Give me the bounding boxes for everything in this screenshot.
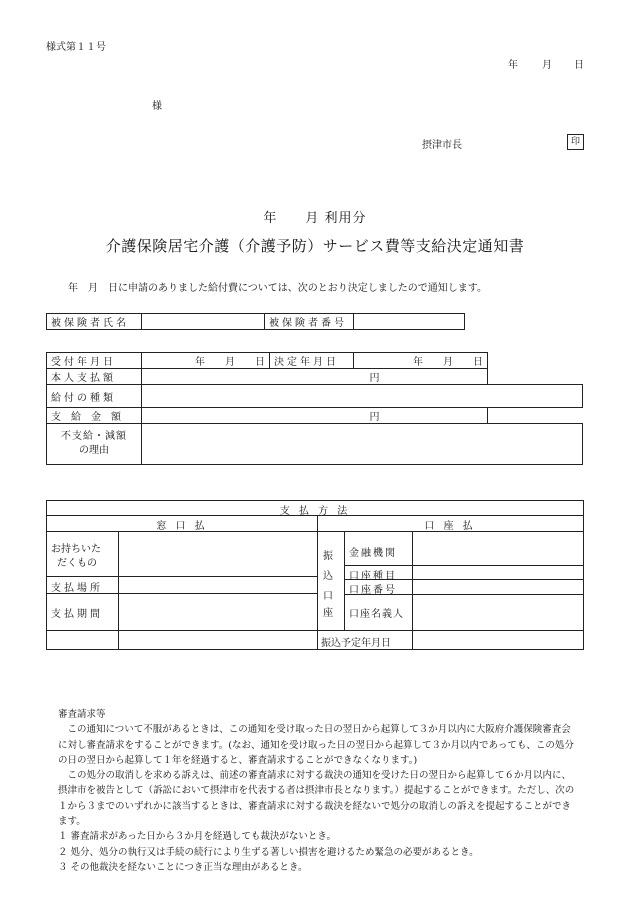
account-type-label: 口座種目	[349, 571, 397, 582]
account-number-label: 口座番号	[349, 585, 397, 596]
decided-date-field[interactable]: 年 月 日	[354, 353, 488, 369]
payment-place-label: 支払場所	[51, 583, 103, 594]
notes-item-3: ３ その他裁決を経ないことにつき正当な理由があるとき。	[58, 861, 308, 873]
amount-label: 支給金額	[47, 408, 142, 424]
reason-label: 不支給・減額 の理由	[47, 424, 142, 465]
reason-field[interactable]	[142, 424, 583, 465]
transfer-account-label-1: 振	[323, 551, 333, 562]
items-to-bring-label: お持ちいた だくもの	[51, 544, 101, 569]
form-number: 様式第１１号	[46, 42, 106, 53]
insured-number-label: 被保険者番号	[265, 314, 354, 330]
window-payment-heading: 窓 口 払	[156, 521, 208, 532]
decision-table	[46, 352, 583, 465]
seal-box: 印	[567, 134, 584, 150]
bank-label: 金融機関	[349, 548, 397, 559]
notes-item-2: ２ 処分、処分の執行又は手続の続行により生ずる著しい損害を避けるため緊急の必要があるとき。	[58, 846, 479, 858]
transfer-account-label-3: 口	[323, 591, 333, 602]
mayor-name: 摂津市長	[422, 140, 462, 151]
notes-paragraph-2: この処分の取消しを求める訴えは、前述の審査請求に対する裁決の通知を受けた日の翌日から起算して６か月以内に、摂津市を被告として（訴訟において摂津市を代表する者は摂津市長となります。）提起することができます。ただし、次の１から３までのいずれかに該当するときは、審査請求に対する裁決を経ないで処分の取消しの訴えを提起することができます。	[58, 770, 575, 828]
account-holder-label: 口座名義人	[349, 609, 404, 620]
addressee-suffix: 様	[152, 101, 162, 112]
account-payment-heading: 口 座 払	[424, 521, 476, 532]
benefit-type-label: 給付の種類	[47, 385, 142, 408]
yen-unit: 円	[369, 373, 380, 384]
date-day-label: 日	[574, 60, 584, 71]
received-date-field[interactable]: 年 月 日	[142, 353, 270, 369]
insured-name-field[interactable]	[142, 314, 265, 330]
document-title: 介護保険居宅介護（介護予防）サービス費等支給決定通知書	[105, 237, 525, 255]
date-year-label: 年	[508, 60, 518, 71]
benefit-type-field[interactable]	[142, 385, 583, 408]
amount-field[interactable]	[142, 408, 488, 424]
transfer-date-label: 振込予定年月日	[321, 638, 391, 649]
payment-method-heading: 支 払 方 法	[279, 506, 351, 517]
insured-name-label: 被保険者氏名	[47, 314, 142, 330]
yen-unit: 円	[369, 412, 380, 423]
intro-text: 年 月 日に申請のありました給付費については、次のとおり決定しましたので通知します。	[68, 283, 487, 294]
notes-paragraph-1: この通知について不服があるときは、この通知を受け取った日の翌日から起算して３か月以内に大阪府介護保険審査会に対し審査請求をすることができます。(なお、通知を受け取った日の翌日から起算して３か月以内であっても、この処分の日の翌日から起算して１年を経過すると、審査請求することができなくなります。)	[58, 724, 574, 766]
transfer-account-label-2: 込	[323, 571, 333, 582]
insured-number-field[interactable]	[354, 314, 465, 330]
issue-date	[508, 56, 584, 71]
notes-item-1: １ 審査請求があった日から３か月を経過しても裁決がないとき。	[58, 831, 337, 843]
notes-heading: 審査請求等	[58, 709, 106, 720]
payment-method-box	[46, 500, 584, 650]
decided-date-label: 決定年月日	[270, 353, 354, 369]
insured-table	[46, 313, 465, 330]
usage-period: 年 月 利用分	[263, 211, 367, 226]
self-pay-field[interactable]	[142, 369, 488, 385]
self-pay-label: 本人支払額	[47, 369, 142, 385]
appeal-notes	[58, 707, 578, 875]
transfer-account-label-4: 座	[323, 608, 333, 619]
payment-period-label: 支払期間	[51, 609, 103, 620]
date-month-label: 月	[542, 60, 552, 71]
received-date-label: 受付年月日	[47, 353, 142, 369]
